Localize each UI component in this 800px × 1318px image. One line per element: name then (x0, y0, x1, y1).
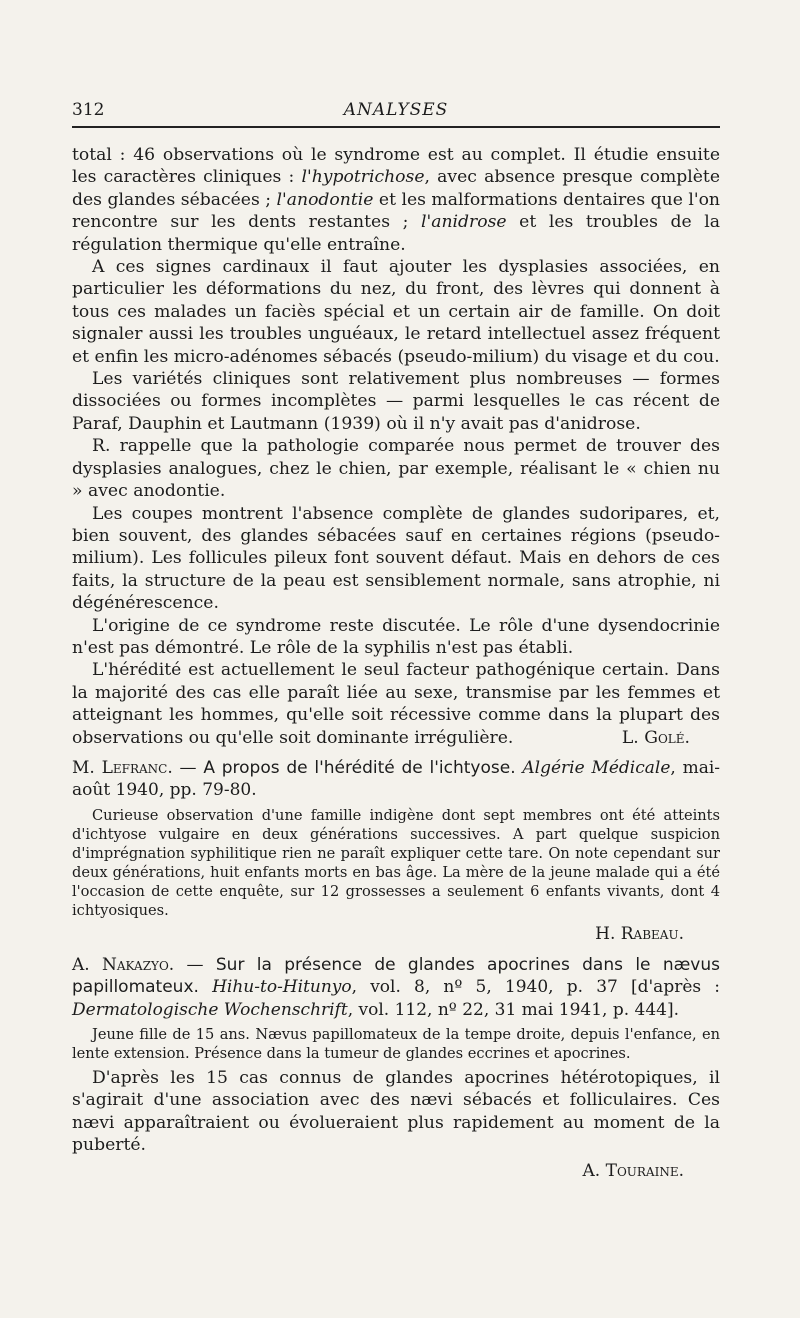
review-text: Curieuse observation d'une famille indigène dont sept membres ont été atteints d'ichtyose vulgaire en deux générations successives. A part quelque suspicion d'imprégnation syphilitique rien ne paraît expliquer cette tare. On note cependant sur deux générations, huit enfants morts en bas âge. La mère de la jeune malade qui a été l'occasion de cette enquête, sur 12 grossesses a seulement 6 enfants vivants, dont 4 ichtyosiques. (72, 806, 720, 919)
author: M. Lefranc. (72, 757, 173, 778)
journal: Algérie Médicale (522, 757, 671, 778)
paragraph-7: L'hérédité est actuellement le seul facteur pathogénique certain. Dans la majorité des cas elle paraît liée au sexe, transmise par les femmes et atteignant les hommes, qu'elle soit récessive comme dans la plupart des observations ou qu'elle soit dominante irrégulière. L. Golé. (72, 660, 720, 748)
article-title: A propos de l'hérédité de l'ichtyose. (203, 757, 516, 778)
term-hypotrichose: l'hypotrichose (301, 167, 425, 188)
review-continuation (72, 144, 720, 749)
journal: Hihu-to-Hitunyo (212, 977, 352, 998)
term-anidrose: l'anidrose (420, 212, 507, 233)
review-nakazyo (72, 954, 720, 1183)
reference-nakazyo: A. Nakazyo. — Sur la présence de glandes apocrines dans le nævus papillomateux. Hihu-to-Hitunyo, vol. 8, nº 5, 1940, p. 37 [d'après : Dermatologische Wochenschrift, vol. 112, nº 22, 31 mai 1941, p. 444]. (72, 954, 721, 1020)
case-summary: Jeune fille de 15 ans. Nævus papillomateux de la tempe droite, depuis l'enfance, en lente extension. Présence dans la tumeur de glandes eccrines et apocrines. (72, 1026, 720, 1062)
page-number: 312 (72, 100, 105, 120)
paragraph-4: R. rappelle que la pathologie comparée nous permet de trouver des dysplasies analogues, chez le chien, par exemple, réalisant le « chien nu » avec anodontie. (72, 436, 720, 502)
term-anodontie: l'anodontie (276, 189, 374, 210)
author: A. Nakazyo. (72, 954, 175, 975)
paragraph-3: Les variétés cliniques sont relativement plus nombreuses — formes dissociées ou formes incomplètes — parmi lesquelles le cas récent de Paraf, Dauphin et Lautmann (1939) où il n'y avait pas d'anidrose. (72, 369, 720, 434)
page (72, 98, 720, 1183)
signature-gole: L. Golé. (621, 727, 690, 748)
paragraph-1: total : 46 observations où le syndrome est au complet. Il étudie ensuite les caractères cliniques : l'hypotrichose, avec absence presque complète des glandes sébacées ; l'anodontie et les malformations dentaires que l'on rencontre sur les dents restantes ; l'anidrose et les troubles de la régulation thermique qu'elle entraîne. (72, 145, 721, 255)
paragraph-6: L'origine de ce syndrome reste discutée. Le rôle d'une dysendocrinie n'est pas démontré. Le rôle de la syphilis n'est pas établi. (72, 615, 720, 658)
review-text: D'après les 15 cas connus de glandes apocrines hétérotopiques, il s'agirait d'une association avec des nævi sébacés et folliculaires. Ces nævi apparaîtraient ou évolueraient plus rapidement au moment de la puberté. (72, 1068, 720, 1156)
source-journal: Dermatologische Wochenschrift (72, 999, 348, 1020)
signature-touraine: A. Touraine. (582, 1160, 684, 1181)
page-header (72, 98, 720, 128)
reference-lefranc: M. Lefranc. — A propos de l'hérédité de l'ichtyose. Algérie Médicale, mai-août 1940, pp. 79-80. (72, 757, 721, 801)
review-lefranc (72, 757, 720, 946)
signature-rabeau: H. Rabeau. (595, 923, 684, 944)
running-title: ANALYSES (343, 100, 449, 120)
article-title: Sur la présence de glandes apocrines dans le nævus papillomateux. (72, 954, 720, 998)
paragraph-5: Les coupes montrent l'absence complète de glandes sudoripares, et, bien souvent, des glandes sébacées sauf en certaines régions (pseudo-milium). Les follicules pileux font souvent défaut. Mais en dehors de ces faits, la structure de la peau est sensiblement normale, sans atrophie, ni dégénérescence. (72, 503, 720, 614)
paragraph-2: A ces signes cardinaux il faut ajouter les dysplasies associées, en particulier les déformations du nez, du front, des lèvres qui donnent à tous ces malades un faciès spécial et un certain air de famille. On doit signaler aussi les troubles unguéaux, le retard intellectuel assez fréquent et enfin les micro-adénomes sébacés (pseudo-milium) du visage et du cou. (72, 257, 720, 367)
